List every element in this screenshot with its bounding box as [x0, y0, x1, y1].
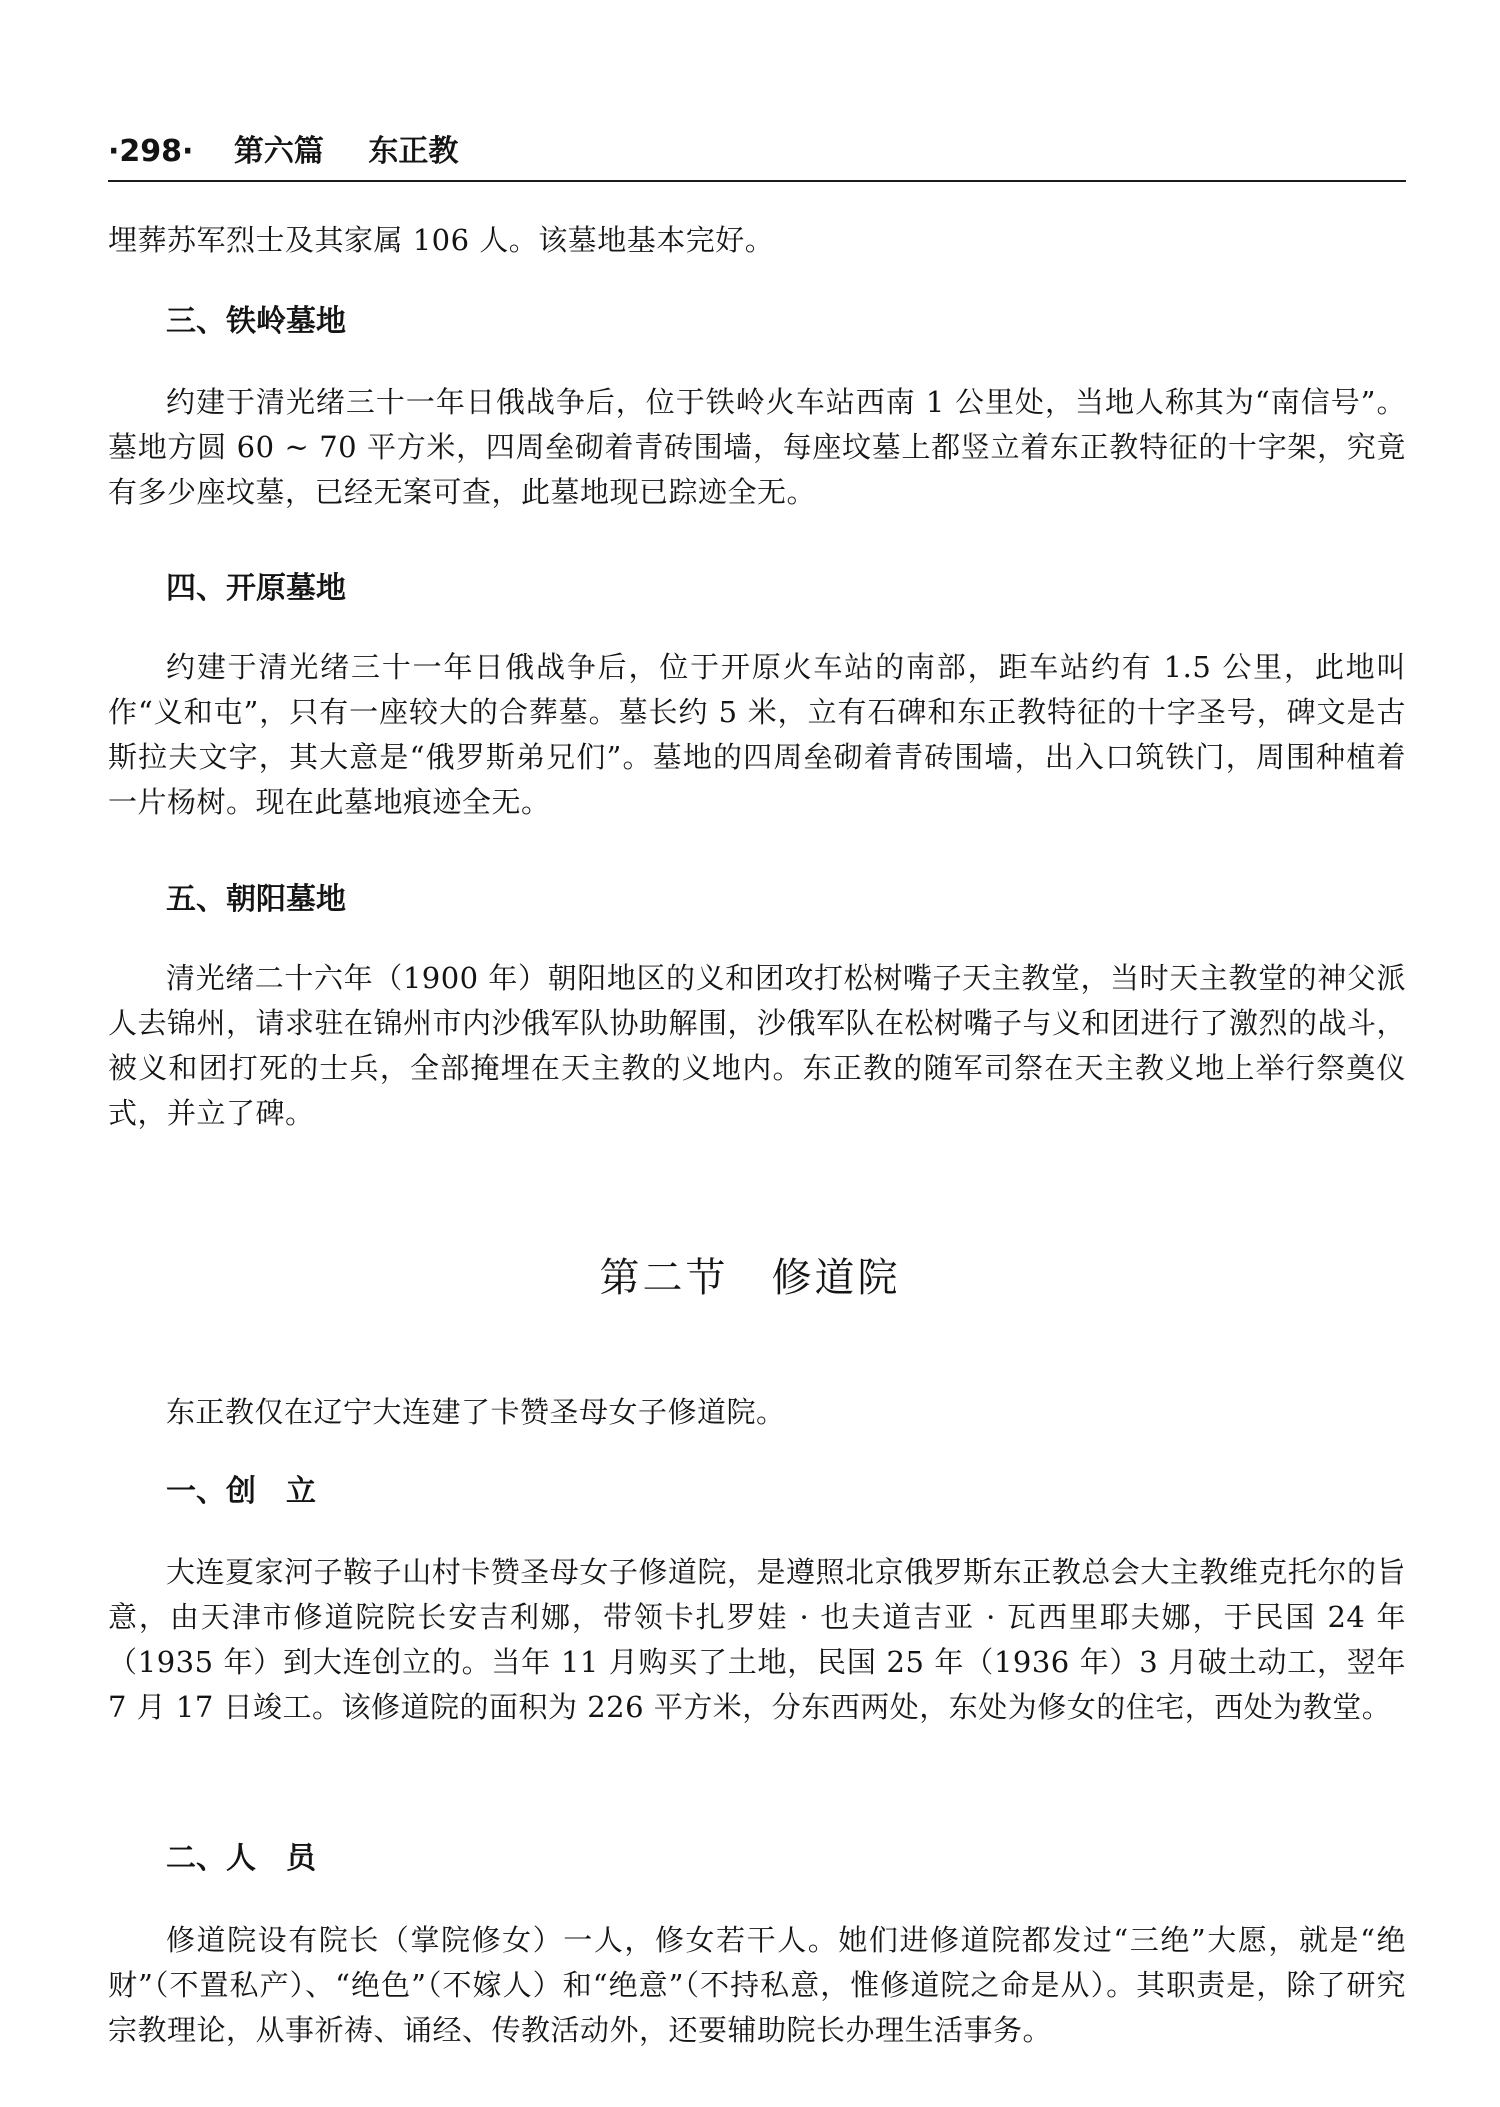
intro-line: 埋葬苏军烈士及其家属 106 人。该墓地基本完好。: [108, 223, 775, 257]
heading-tieling: 三、铁岭墓地: [166, 304, 346, 339]
personnel-block: [108, 1918, 1406, 2053]
heading-chaoyang: 五、朝阳墓地: [166, 882, 346, 917]
chaoyang-block: [108, 956, 1406, 1136]
section-intro: 东正教仅在辽宁大连建了卡赞圣母女子修道院。: [166, 1395, 786, 1429]
part-title: 东正教: [368, 134, 459, 169]
paragraph-kaiyuan: 约建于清光绪三十一年日俄战争后，位于开原火车站的南部，距车站约有 1.5 公里，此地叫作“义和屯”，只有一座较大的合葬墓。墓长约 5 米，立有石碑和东正教特征的十字圣号，碑文是古斯拉夫文字，其大意是“俄罗斯弟兄们”。墓地的四周垒砌着青砖围墙，出入口筑铁门，周围种植着一片杨树。现在此墓地痕迹全无。: [108, 650, 1406, 819]
running-header: [108, 128, 1408, 176]
paragraph-chaoyang: 清光绪二十六年（1900 年）朝阳地区的义和团攻打松树嘴子天主教堂，当时天主教堂的神父派人去锦州，请求驻在锦州市内沙俄军队协助解围，沙俄军队在松树嘴子与义和团进行了激烈的战斗，被义和团打死的士兵，全部掩埋在天主教的义地内。东正教的随军司祭在天主教义地上举行祭奠仪式，并立了碑。: [108, 961, 1407, 1130]
paragraph-tieling: 约建于清光绪三十一年日俄战争后，位于铁岭火车站西南 1 公里处，当地人称其为“南信号”。墓地方圆 60 ~ 70 平方米，四周垒砌着青砖围墙，每座坟墓上都竖立着东正教特征的十字架，究竟有多少座坟墓，已经无案可查，此墓地现已踪迹全无。: [108, 385, 1406, 509]
part-label: 第六篇: [233, 134, 324, 169]
continuation-block: [108, 218, 1406, 263]
page-number: ·298·: [108, 134, 194, 169]
founding-block: [108, 1550, 1406, 1730]
heading-personnel: 二、人 员: [166, 1841, 316, 1876]
tieling-block: [108, 380, 1406, 515]
kaiyuan-block: [108, 645, 1406, 825]
heading-kaiyuan: 四、开原墓地: [166, 571, 346, 606]
heading-founding: 一、创 立: [166, 1474, 316, 1509]
section-intro-block: [108, 1390, 1406, 1435]
section-title: 第二节 修道院: [599, 1255, 901, 1301]
paragraph-personnel: 修道院设有院长（掌院修女）一人，修女若干人。她们进修道院都发过“三绝”大愿，就是“绝财”（不置私产）、“绝色”（不嫁人）和“绝意”（不持私意，惟修道院之命是从）。其职责是，除了研究宗教理论，从事祈祷、诵经、传教活动外，还要辅助院长办理生活事务。: [108, 1923, 1406, 2047]
header-rule: [108, 180, 1406, 182]
paragraph-founding: 大连夏家河子鞍子山村卡赞圣母女子修道院，是遵照北京俄罗斯东正教总会大主教维克托尔的旨意，由天津市修道院院长安吉利娜，带领卡扎罗娃 · 也夫道吉亚 · 瓦西里耶夫娜，于民国 24 年（1935 年）到大连创立的。当年 11 月购买了土地，民国 25 年（1936 年）3 月破土动工，翌年 7 月 17 日竣工。该修道院的面积为 226 平方米，分东西两处，东处为修女的住宅，西处为教堂。: [108, 1555, 1406, 1724]
